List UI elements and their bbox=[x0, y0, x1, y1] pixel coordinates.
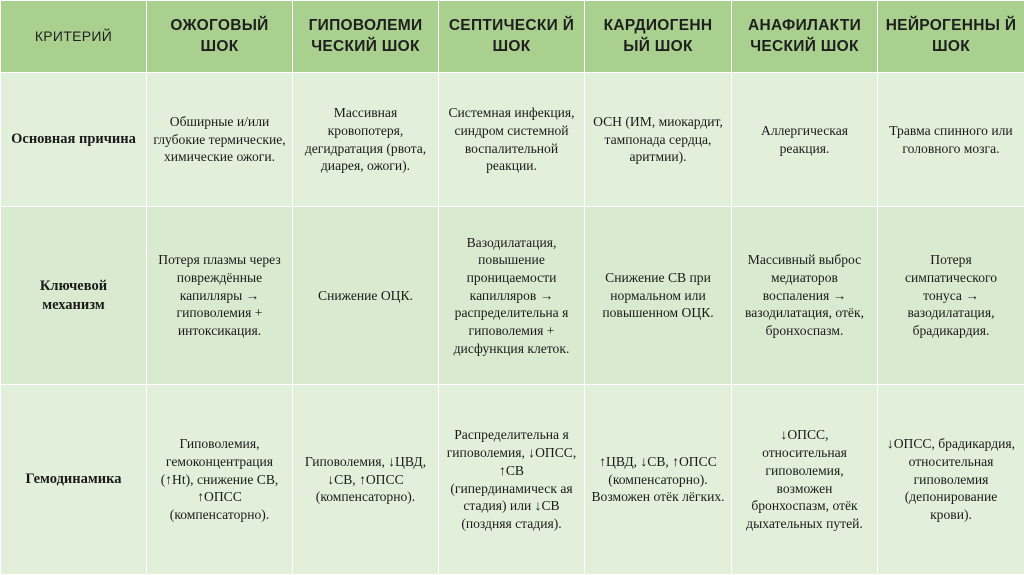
row-criterion: Ключевой механизм bbox=[1, 207, 147, 385]
table-cell: ↓ОПСС, брадикардия, относительная гиповолемия (депонирование крови). bbox=[878, 385, 1024, 575]
table-cell: Снижение ОЦК. bbox=[293, 207, 439, 385]
table-cell: Потеря плазмы через повреждённые капилляры → гиповолемия + интоксикация. bbox=[147, 207, 293, 385]
table-cell: ↑ЦВД, ↓СВ, ↑ОПСС (компенсаторно). Возможен отёк лёгких. bbox=[585, 385, 732, 575]
table-cell: Вазодилатация, повышение проницаемости капилляров → распределительна я гиповолемия + дисфункция клеток. bbox=[439, 207, 585, 385]
table-cell: Гиповолемия, ↓ЦВД, ↓СВ, ↑ОПСС (компенсаторно). bbox=[293, 385, 439, 575]
table-cell: Аллергическая реакция. bbox=[732, 73, 878, 207]
table-cell: Снижение СВ при нормальном или повышенном ОЦК. bbox=[585, 207, 732, 385]
table-cell: Травма спинного или головного мозга. bbox=[878, 73, 1024, 207]
table-cell: ОСН (ИМ, миокардит, тампонада сердца, аритмии). bbox=[585, 73, 732, 207]
table-cell: Массивный выброс медиаторов воспаления → вазодилатация, отёк, бронхоспазм. bbox=[732, 207, 878, 385]
table-cell: Потеря симпатического тонуса → вазодилатация, брадикардия. bbox=[878, 207, 1024, 385]
table-row-main-cause bbox=[1, 73, 1024, 207]
table-row-hemodynamics bbox=[1, 385, 1024, 575]
table-cell: Гиповолемия, гемоконцентрация (↑Ht), снижение СВ, ↑ОПСС (компенсаторно). bbox=[147, 385, 293, 575]
table-cell: Системная инфекция, синдром системной воспалительной реакции. bbox=[439, 73, 585, 207]
header-neurogenic-shock: НЕЙРОГЕННЫ Й ШОК bbox=[878, 1, 1024, 73]
row-criterion: Гемодинамика bbox=[1, 385, 147, 575]
row-criterion: Основная причина bbox=[1, 73, 147, 207]
header-row bbox=[1, 1, 1024, 73]
table-cell: Массивная кровопотеря, дегидратация (рвота, диарея, ожоги). bbox=[293, 73, 439, 207]
table-cell: Обширные и/или глубокие термические, химические ожоги. bbox=[147, 73, 293, 207]
header-cardiogenic-shock: КАРДИОГЕНН ЫЙ ШОК bbox=[585, 1, 732, 73]
header-criterion: КРИТЕРИЙ bbox=[1, 1, 147, 73]
header-burn-shock: ОЖОГОВЫЙ ШОК bbox=[147, 1, 293, 73]
header-anaphylactic-shock: АНАФИЛАКТИ ЧЕСКИЙ ШОК bbox=[732, 1, 878, 73]
table-cell: ↓ОПСС, относительная гиповолемия, возможен бронхоспазм, отёк дыхательных путей. bbox=[732, 385, 878, 575]
table-row-key-mechanism bbox=[1, 207, 1024, 385]
table-cell: Распределительна я гиповолемия, ↓ОПСС, ↑СВ (гипердинамическ ая стадия) или ↓СВ (поздняя стадия). bbox=[439, 385, 585, 575]
header-septic-shock: СЕПТИЧЕСКИ Й ШОК bbox=[439, 1, 585, 73]
header-hypovolemic-shock: ГИПОВОЛЕМИ ЧЕСКИЙ ШОК bbox=[293, 1, 439, 73]
